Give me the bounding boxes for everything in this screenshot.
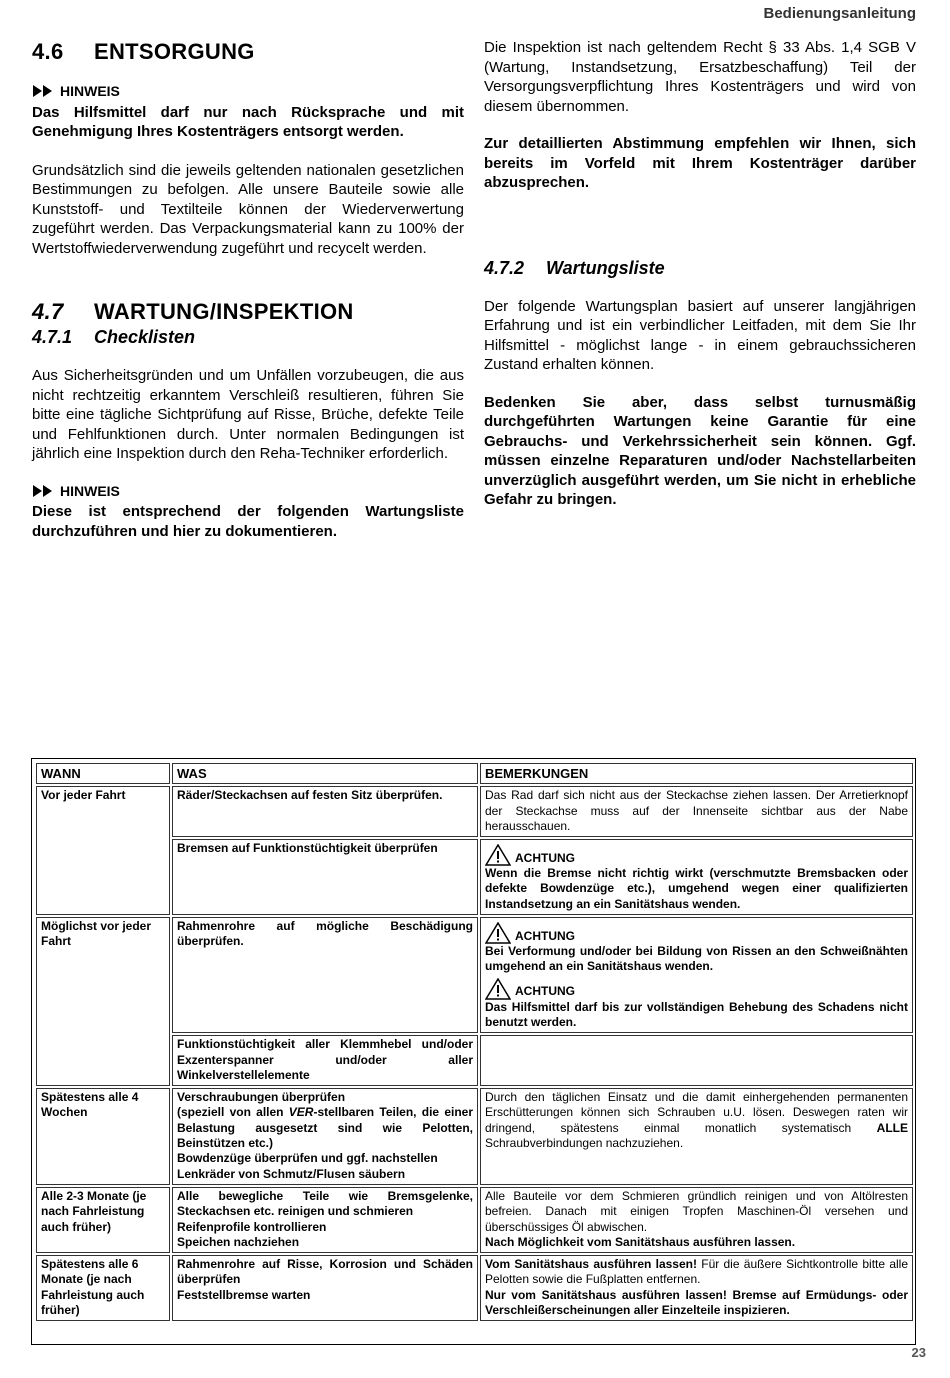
maintenance-table xyxy=(34,761,915,1323)
hint-heading-2: HINWEIS xyxy=(32,482,464,502)
warning-paragraph: Bedenken Sie aber, dass selbst turnusmäßig durchgeführten Wartungen keine Garantie für eine Gebrauchs- und Verkehrssicherheit sein können. Ggf. müssen einzelne Reparaturen und/oder Nachstellarbeiten unverzüglich ausgeführt werden, um Sie nicht in erhebliche Gefahr zu bringen. xyxy=(484,393,916,508)
table-row xyxy=(36,1255,913,1321)
table-row xyxy=(36,917,913,1033)
warning-triangle-icon xyxy=(485,978,511,1000)
warning-heading: ACHTUNG xyxy=(485,978,908,1000)
table-row xyxy=(36,1088,913,1185)
cell-wann: Alle 2-3 Monate (je nach Fahrleistung auch früher) xyxy=(36,1187,170,1253)
cell-bemerkung: Das Rad darf sich nicht aus der Steckachse ziehen lassen. Der Arretierknopf der Steckachse muss auf der Innenseite sichtbar aus der Nabe herausschauen. xyxy=(480,786,913,837)
cell-was: Rahmenrohre auf mögliche Beschädigung überprüfen. xyxy=(172,917,478,1033)
cell-was: Verschraubungen überprüfen (speziell von allen VER-stellbaren Teilen, die einer Belastung ausgesetzt sind wie Pelotten, Beinstützen etc.) Bowdenzüge überprüfen und ggf. nachstellen Lenkräder von Schmutz/Flusen säubern xyxy=(172,1088,478,1185)
double-arrow-icon xyxy=(32,485,54,498)
warning-triangle-icon xyxy=(485,844,511,866)
cell-bemerkung: Alle Bauteile vor dem Schmieren gründlich reinigen und von Altölresten befreien. Danach mit einigen Tropfen Maschinen-Öl versehen und überschüssiges Öl abwischen. Nach Möglichkeit vom Sanitätshaus ausführen lassen. xyxy=(480,1187,913,1253)
warning-triangle-icon xyxy=(485,922,511,944)
section-4-7-2-heading: 4.7.2 Wartungsliste xyxy=(484,257,665,278)
checklist-paragraph: Aus Sicherheitsgründen und um Unfällen vorzubeugen, die aus nicht rechtzeitig erkanntem Verschleiß resultieren, führen Sie bitte eine tägliche Sichtprüfung auf Risse, Brüche, defekte Teile und Fehlfunktionen durch. Unter normalen Bedingungen ist jährlich eine Inspektion durch den Reha-Techniker erforderlich. xyxy=(32,367,464,462)
left-column xyxy=(32,38,464,541)
right-column xyxy=(484,38,916,510)
inspection-paragraph: Die Inspektion ist nach geltendem Recht § 33 Abs. 1,4 SGB V (Wartung, Instandsetzung, Ersatzbeschaffung) Teil der Versorgungsverpflichtung Ihres Kostenträgers und wird von diesem übernommen. xyxy=(484,39,916,115)
section-4-7-heading: 4.7 WARTUNG/INSPEKTION xyxy=(32,299,354,324)
page-number: 23 xyxy=(911,1345,926,1360)
table-row xyxy=(36,786,913,837)
cell-wann: Möglichst vor jeder Fahrt xyxy=(36,917,170,1086)
cell-bemerkung: ACHTUNG Bei Verformung und/oder bei Bildung von Rissen an den Schweißnähten umgehend an ein Sanitätshaus wenden. ACHTUNG Das Hilfsmittel darf bis zur vollständigen Behebung des Schadens nicht benutzt werden. xyxy=(480,917,913,1033)
maintenance-plan-paragraph: Der folgende Wartungsplan basiert auf unserer langjährigen Erfahrung und ist ein verbindlicher Leitfaden, mit dem Sie Ihr Hilfsmittel - möglichst lange - in einem gebrauchssicheren Zustand erhalten können. xyxy=(484,297,916,373)
cell-wann: Vor jeder Fahrt xyxy=(36,786,170,915)
running-header: Bedienungsanleitung xyxy=(763,5,916,22)
cell-was: Alle bewegliche Teile wie Bremsgelenke, Steckachsen etc. reinigen und schmieren Reifenprofile kontrollieren Speichen nachziehen xyxy=(172,1187,478,1253)
hint-text: Das Hilfsmittel darf nur nach Rücksprache und mit Genehmigung Ihres Kostenträgers entsorgt werden. xyxy=(32,103,464,140)
cell-was: Rahmenrohre auf Risse, Korrosion und Schäden überprüfen Feststellbremse warten xyxy=(172,1255,478,1321)
cell-bemerkung: Durch den täglichen Einsatz und die damit einhergehenden permanenten Erschütterungen können sich Schrauben u.U. lösen. Deswegen raten wir dringend, spätestens einmal monatlich systematisch ALLE Schraubverbindungen nachzuziehen. xyxy=(480,1088,913,1185)
table-header-row xyxy=(36,763,913,784)
disposal-paragraph: Grundsätzlich sind die jeweils geltenden nationalen gesetzlichen Bestimmungen zu befolgen. Alle unsere Bauteile sowie alle Kunststoff- und Textilteile können der Wiederverwertung zugeführt werden. Das Verpackungsmaterial kann zu 100% der Wertstoffwiederverwendung zugeführt und recycelt werden. xyxy=(32,161,464,257)
cell-wann: Spätestens alle 4 Wochen xyxy=(36,1088,170,1185)
hint-text-2: Diese ist entsprechend der folgenden Wartungsliste durchzuführen und hier zu dokumentieren. xyxy=(32,503,464,540)
header-wann: WANN xyxy=(36,763,170,784)
cell-was: Funktionstüchtigkeit aller Klemmhebel und/oder Exzenterspanner und/oder aller Winkelverstellelemente xyxy=(172,1035,478,1086)
cell-wann: Spätestens alle 6 Monate (je nach Fahrleistung auch früher) xyxy=(36,1255,170,1321)
cell-bemerkung xyxy=(480,1035,913,1086)
cell-bemerkung: ACHTUNG Wenn die Bremse nicht richtig wirkt (verschmutzte Bremsbacken oder defekte Bowdenzüge etc.), umgehend wegen einer qualifizierten Instandsetzung an ein Sanitätshaus wenden. xyxy=(480,839,913,915)
warning-heading: ACHTUNG xyxy=(485,922,908,944)
hint-heading: HINWEIS xyxy=(32,82,464,102)
double-arrow-icon xyxy=(32,85,54,98)
cell-was: Bremsen auf Funktionstüchtigkeit überprüfen xyxy=(172,839,478,915)
coordination-paragraph: Zur detaillierten Abstimmung empfehlen wir Ihnen, sich bereits im Vorfeld mit Ihrem Kostenträger darüber abzusprechen. xyxy=(484,135,916,191)
table-row xyxy=(36,1187,913,1253)
section-4-7-1-heading: 4.7.1 Checklisten xyxy=(32,327,196,347)
header-bemerkungen: BEMERKUNGEN xyxy=(480,763,913,784)
cell-was: Räder/Steckachsen auf festen Sitz überprüfen. xyxy=(172,786,478,837)
warning-heading: ACHTUNG xyxy=(485,844,908,866)
header-was: WAS xyxy=(172,763,478,784)
cell-bemerkung: Vom Sanitätshaus ausführen lassen! Für die äußere Sichtkontrolle bitte alle Pelotten sowie die Fußplatten entfernen. Nur vom Sanitätshaus ausführen lassen! Bremse auf Ermüdungs- oder Verschleißerscheinungen aller Einzelteile inspizieren. xyxy=(480,1255,913,1321)
section-4-6-heading: 4.6 ENTSORGUNG xyxy=(32,39,255,64)
